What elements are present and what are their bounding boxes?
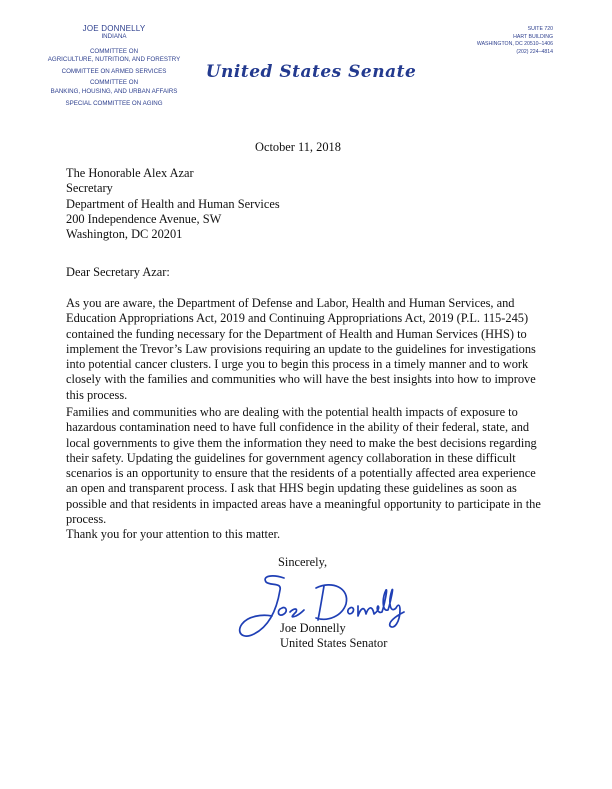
recipient-line: Washington, DC 20201 — [66, 227, 183, 242]
recipient-line: Secretary — [66, 181, 113, 196]
paragraph-line: contained the funding necessary for the Department of Health and Human Services (HHS) to — [66, 326, 527, 341]
address-line: (202) 224–4814 — [516, 48, 553, 55]
address-line: WASHINGTON, DC 20510–1406 — [476, 41, 553, 48]
recipient-line: 200 Independence Avenue, SW — [66, 211, 222, 226]
senator-name: JOE DONNELLY — [82, 24, 146, 33]
recipient-address — [66, 166, 546, 242]
paragraph-line: an open and transparent process. I ask that HHS begin updating these guidelines as soon as — [66, 481, 517, 496]
committee-line: AGRICULTURE, NUTRITION, AND FORESTRY — [47, 56, 181, 64]
committee-line: COMMITTEE ON — [89, 47, 139, 55]
committee-line: BANKING, HOUSING, AND URBAN AFFAIRS — [50, 87, 178, 95]
closing-line: Thank you for your attention to this matter. — [66, 527, 281, 541]
letterhead-committees — [30, 24, 198, 108]
senate-masthead-logo — [205, 58, 417, 84]
signer-title: United States Senator — [280, 636, 388, 651]
paragraph-line: local governments to give them the information they need to make the best decisions regarding — [66, 435, 537, 450]
committee-line: COMMITTEE ON — [89, 79, 139, 87]
signer-name: Joe Donnelly — [280, 621, 346, 635]
paragraph-line: closely with the families and communities who will have the best insights into how to improve — [66, 372, 536, 387]
committee-line: SPECIAL COMMITTEE ON AGING — [65, 99, 163, 107]
signer-block — [280, 621, 387, 652]
paragraph-line: Education Appropriations Act, 2019 and Continuing Appropriations Act, 2019 (P.L. 115-245) — [66, 311, 529, 326]
paragraph-line: Families and communities who are dealing with the potential health impacts of exposure to — [66, 405, 518, 419]
paragraph-line: implement the Trevor’s Law provisions requiring an update to the guidelines for investigations — [66, 341, 536, 356]
paragraph-line: their safety. Updating the guidelines for government agency collaboration in these difficult — [66, 450, 516, 465]
address-line: SUITE 720 — [527, 26, 553, 32]
committee-line: COMMITTEE ON ARMED SERVICES — [61, 67, 167, 75]
paragraph-line: this process. — [66, 387, 128, 402]
paragraph-line: process. — [66, 512, 107, 527]
salutation: Dear Secretary Azar: — [66, 265, 170, 279]
paragraph-line: possible and that residents in impacted areas have a meaningful opportunity to participate in the — [66, 496, 541, 511]
masthead-text: United States Senate — [205, 62, 417, 82]
senator-state: INDIANA — [101, 33, 127, 40]
letter-date: October 11, 2018 — [255, 140, 341, 154]
paragraph-line: scenarios is an opportunity to ensure that the residents of a potentially affected area experience — [66, 466, 536, 481]
address-line: HART BUILDING — [513, 33, 553, 40]
office-address — [477, 26, 553, 56]
paragraph-line: hazardous contamination need to have full confidence in the ability of their federal, state, and — [66, 420, 530, 435]
paragraph-2 — [66, 405, 546, 527]
signature-text: Joe Donnelly — [232, 568, 238, 569]
valediction: Sincerely, — [278, 555, 328, 569]
paragraph-line: As you are aware, the Department of Defense and Labor, Health and Human Services, and — [66, 296, 515, 310]
recipient-line: Department of Health and Human Services — [66, 196, 280, 211]
recipient-line: The Honorable Alex Azar — [66, 166, 194, 180]
paragraph-line: into potential cancer clusters. I urge you to begin this process in a timely manner and to work — [66, 357, 529, 372]
paragraph-1 — [66, 296, 546, 403]
